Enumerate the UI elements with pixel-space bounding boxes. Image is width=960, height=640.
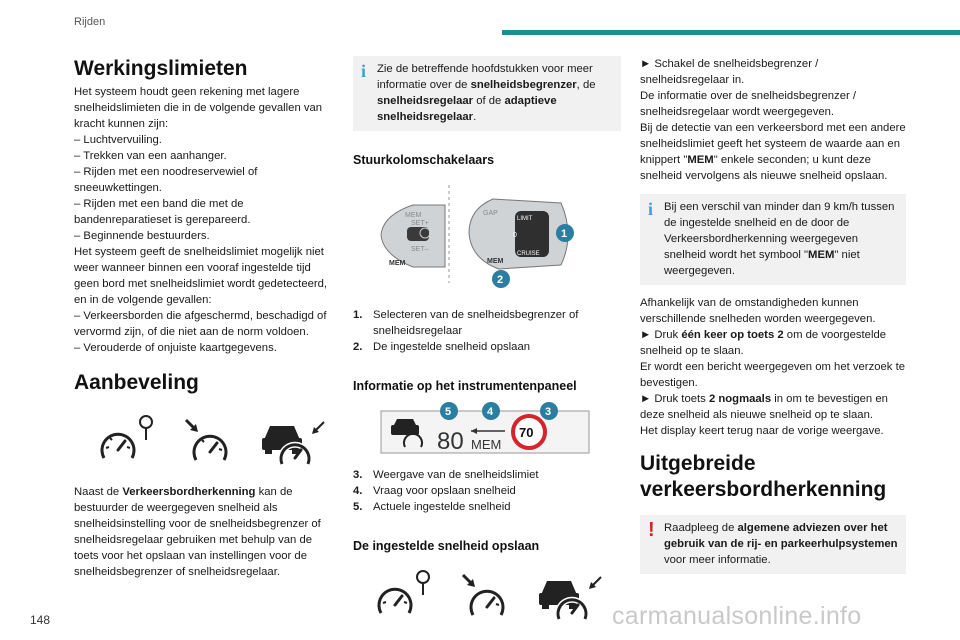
label-limit: LIMIT: [517, 216, 533, 222]
label-zero: 0: [513, 232, 517, 239]
list-item: 5. Actuele ingestelde snelheid: [353, 501, 511, 513]
list-item: 4. Vraag voor opslaan snelheid: [353, 485, 516, 497]
warning-icon: !: [648, 519, 655, 541]
car-speedometer-icon: [539, 569, 603, 623]
list-item: – Trekken van een aanhanger.: [74, 150, 227, 162]
instrument-panel-illustration: [353, 401, 621, 455]
svg-text:70: 70: [519, 425, 534, 440]
label-set-plus: SET+: [411, 220, 429, 227]
steering-legend: [353, 307, 621, 355]
label-mem-right: MEM: [487, 258, 504, 265]
speedometer-pin-icon: [375, 569, 439, 623]
label-cruise: CRUISE: [517, 251, 540, 257]
info-icon: i: [361, 61, 367, 81]
list-item: – Verouderde of onjuiste kaartgegevens.: [74, 342, 277, 354]
warning-note: ! Raadpleeg de algemene adviezen over het gebruik van de rij- en parkeerhulpsystemen voor meer informatie.: [640, 515, 906, 574]
column-left: [74, 56, 336, 580]
info-note-difference: i Bij een verschil van minder dan 9 km/h tussen de ingestelde snelheid en de door de Verkeersbordherkenning weergegeven snelheid wordt het symbool "MEM" niet weergegeven.: [640, 194, 906, 285]
panel-legend: [353, 467, 621, 515]
label-gap: GAP: [483, 210, 498, 217]
info-note: i Zie de betreffende hoofdstukken voor meer informatie over de snelheidsbegrenzer, de snelheidsregelaar of de adaptieve snelheidsregelaar.: [353, 56, 621, 131]
step-press-once: ► Druk één keer op toets 2 om de voorgestelde snelheid op te slaan.: [640, 329, 887, 357]
chapter-label: Rijden: [74, 16, 106, 28]
list-item: 2. De ingestelde snelheid opslaan: [353, 341, 531, 353]
car-speedometer-icon: [262, 414, 326, 468]
paragraph-display-back: Het display keert terug naar de vorige weergave.: [640, 425, 884, 437]
column-right: [640, 56, 906, 574]
paragraph-recommendation: Naast de Verkeersbordherkenning kan de bestuurder de weergegeven snelheid als snelheidsinstelling voor de snelheidsbegrenzer of snelheidsregelaar gebruiken met behulp van de toets voor het opslaan van instellingen voor de snelheidsbegrenzer of snelheidsregelaar.: [74, 486, 321, 578]
step-press-again: ► Druk toets 2 nogmaals in om te bevestigen en deze snelheid als nieuwe snelheid op te slaan.: [640, 393, 888, 421]
section-title-limitations: Werkingslimieten: [74, 57, 248, 80]
svg-text:2: 2: [497, 274, 504, 286]
paragraph-conditions: Afhankelijk van de omstandigheden kunnen verschillende snelheden worden weergegeven.: [640, 297, 876, 325]
label-mem-left: MEM: [405, 212, 422, 219]
list-item: 1. Selecteren van de snelheidsbegrenzer of snelheidsregelaar: [353, 309, 579, 337]
list-item: – Beginnende bestuurders.: [74, 230, 210, 242]
speedometer-pin-icon: [98, 414, 162, 468]
paragraph-intro: Het systeem houdt geen rekening met lagere snelheidslimieten die in de volgende gevallen van kracht kunnen zijn:: [74, 86, 323, 130]
paragraph-display-info: De informatie over de snelheidsbegrenzer / snelheidsregelaar wordt weergegeven.: [640, 90, 857, 118]
speedometer-arrow-icon: [180, 414, 244, 468]
list-item: – Verkeersborden die afgeschermd, beschadigd of vervormd zijn, of die niet aan de norm voldoen.: [74, 310, 327, 338]
svg-text:1: 1: [561, 228, 568, 240]
header-accent-bar: [502, 30, 960, 35]
list-item: – Rijden met een band die met de bandenreparatieset is gerepareerd.: [74, 198, 251, 226]
display-mem: MEM: [471, 437, 502, 452]
store-speed-icons: [353, 567, 621, 623]
list-item: – Luchtvervuiling.: [74, 134, 162, 146]
paragraph-detection-mem: Bij de detectie van een verkeersbord met een andere snelheidslimiet geeft het systeem de waarde aan en knippert "MEM" enkele seconden; u kunt deze snelheid vervolgens als nieuwe snelheid opslaan.: [640, 122, 906, 182]
info-icon: i: [648, 199, 654, 219]
paragraph-message: Er wordt een bericht weergegeven om het verzoek te bevestigen.: [640, 361, 905, 389]
list-item: 3. Weergave van de snelheidslimiet: [353, 469, 539, 481]
page-number: 148: [30, 613, 51, 627]
svg-text:4: 4: [487, 406, 494, 418]
recommendation-icons: [74, 410, 336, 468]
subtitle-steering: Stuurkolomschakelaars: [353, 153, 495, 167]
svg-text:3: 3: [545, 406, 552, 418]
subtitle-instrument-panel: Informatie op het instrumentenpaneel: [353, 379, 577, 393]
display-speed: 80: [437, 428, 464, 455]
steering-switch-illustration: [353, 175, 621, 293]
step-activate: ► Schakel de snelheidsbegrenzer / snelheidsregelaar in.: [640, 58, 819, 86]
label-mem-bottom: MEM: [389, 260, 406, 267]
watermark-text: carmanualsonline.info: [612, 602, 862, 630]
speedometer-arrow-icon: [457, 569, 521, 623]
svg-text:5: 5: [445, 406, 452, 418]
list-item: – Rijden met een noodreservewiel of sneeuwkettingen.: [74, 166, 258, 194]
section-title-extended: Uitgebreide verkeersbordherkenning: [640, 452, 887, 501]
column-middle: [353, 56, 621, 623]
subtitle-store-speed: De ingestelde snelheid opslaan: [353, 539, 540, 553]
section-title-recommendation: Aanbeveling: [74, 371, 199, 394]
paragraph-detection: Het systeem geeft de snelheidslimiet mogelijk niet weer wanneer binnen een vooraf ingestelde tijd geen bord met snelheidslimiet wordt gedetecteerd, en in de volgende gevallen:: [74, 246, 328, 306]
label-set-minus: SET–: [411, 246, 429, 253]
